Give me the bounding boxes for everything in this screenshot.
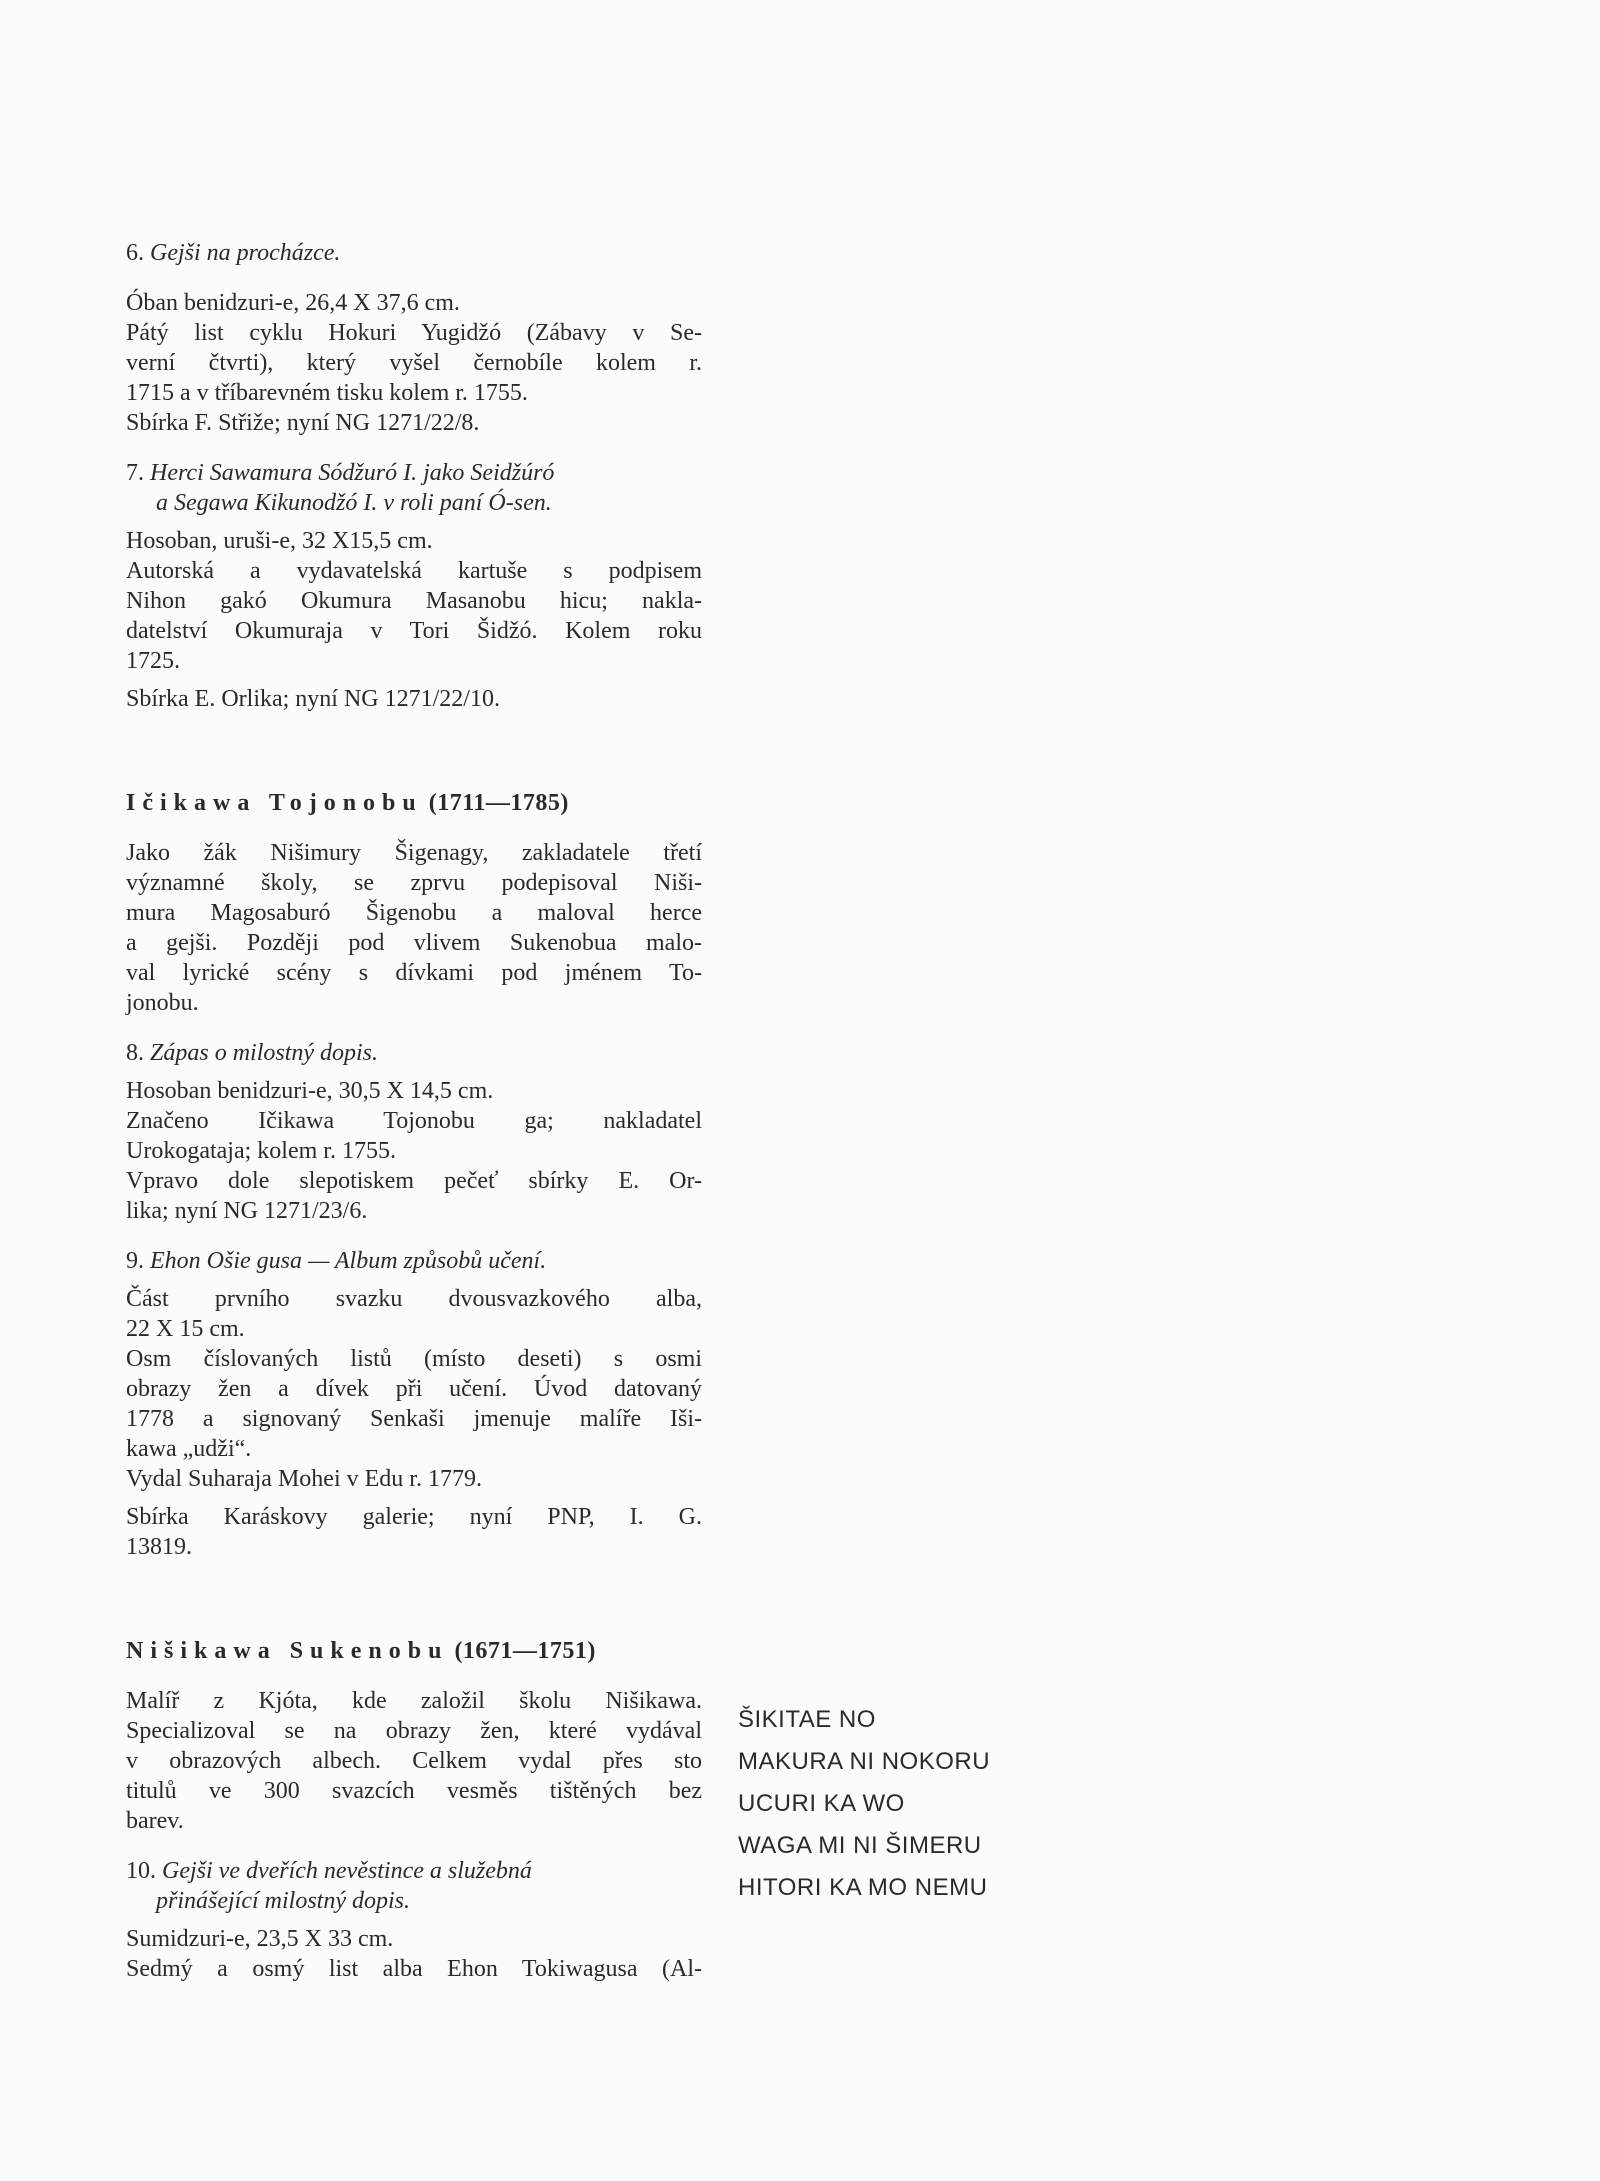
entry-6-line: Óban benidzuri-e, 26,4 X 37,6 cm. bbox=[126, 290, 460, 316]
entry-9-line: 1778 a signovaný Senkaši jmenuje malíře Iši- bbox=[126, 1406, 702, 1432]
entry-7-line: datelství Okumuraja v Tori Šidžó. Kolem roku bbox=[126, 618, 702, 644]
entry-8-line: Hosoban benidzuri-e, 30,5 X 14,5 cm. bbox=[126, 1078, 494, 1104]
entry-9-line: obrazy žen a dívek při učení. Úvod datovaný bbox=[126, 1376, 702, 1402]
artist-bio-line: a gejši. Později pod vlivem Sukenobua malo- bbox=[126, 930, 702, 956]
artist-bio-line: jonobu. bbox=[126, 990, 199, 1016]
entry-6-number: 6. bbox=[126, 240, 144, 266]
poem bbox=[738, 1699, 1068, 1909]
artist-years: (1711—1785) bbox=[428, 790, 569, 816]
entry-9-line: Vydal Suharaja Mohei v Edu r. 1779. bbox=[126, 1466, 482, 1492]
artist-bio-line: významné školy, se zprvu podepisoval Niši- bbox=[126, 870, 702, 896]
entry-7-line: Nihon gakó Okumura Masanobu hicu; nakla- bbox=[126, 588, 702, 614]
entry-10-line: Sedmý a osmý list alba Ehon Tokiwagusa (Al- bbox=[126, 1956, 702, 1982]
entry-7-title-text: Herci Sawamura Sódžuró I. jako Seidžúró bbox=[150, 460, 555, 486]
entry-10-number: 10. bbox=[126, 1858, 156, 1884]
artist-heading bbox=[126, 788, 702, 818]
entry-10-title-text: Gejši ve dveřích nevěstince a služebná bbox=[162, 1858, 532, 1884]
entry-9-collection: Sbírka Karáskovy galerie; nyní PNP, I. G. bbox=[126, 1504, 702, 1530]
artist-bio-line: v obrazových albech. Celkem vydal přes sto bbox=[126, 1748, 702, 1774]
entry-6-title bbox=[126, 238, 702, 268]
entry-6-line: verní čtvrti), který vyšel černobíle kolem r. bbox=[126, 350, 702, 376]
entry-7-line: Autorská a vydavatelská kartuše s podpisem bbox=[126, 558, 702, 584]
entry-7-number: 7. bbox=[126, 460, 144, 486]
entry-9-title-text: Ehon Ošie gusa — Album způsobů učení. bbox=[150, 1248, 547, 1274]
artist-bio-line: Specializoval se na obrazy žen, které vydával bbox=[126, 1718, 702, 1744]
artist-years: (1671—1751) bbox=[454, 1638, 596, 1664]
entry-7-title bbox=[126, 458, 702, 488]
entry-9-line: Osm číslovaných listů (místo deseti) s osmi bbox=[126, 1346, 702, 1372]
text-column bbox=[126, 238, 702, 1984]
entry-6-line: 1715 a v tříbarevném tisku kolem r. 1755. bbox=[126, 380, 528, 406]
poem-line: WAGA MI NI ŠIMERU bbox=[738, 1832, 982, 1859]
entry-8-line: Vpravo dole slepotiskem pečeť sbírky E. Or- bbox=[126, 1168, 702, 1194]
entry-10-title-continued: přinášející milostný dopis. bbox=[156, 1888, 410, 1914]
artist-name: Nišikawa Sukenobu bbox=[126, 1638, 449, 1664]
artist-bio-line: mura Magosaburó Šigenobu a maloval herce bbox=[126, 900, 702, 926]
entry-9-line: kawa „udži“. bbox=[126, 1436, 252, 1462]
entry-9-line: Část prvního svazku dvousvazkového alba, bbox=[126, 1286, 702, 1312]
entry-8-title-text: Zápas o milostný dopis. bbox=[150, 1040, 379, 1066]
entry-9-line: 22 X 15 cm. bbox=[126, 1316, 245, 1342]
poem-line: MAKURA NI NOKORU bbox=[738, 1748, 991, 1775]
entry-8-title bbox=[126, 1038, 702, 1068]
poem-line: UCURI KA WO bbox=[738, 1790, 905, 1817]
artist-heading bbox=[126, 1636, 702, 1666]
entry-8-line: Urokogataja; kolem r. 1755. bbox=[126, 1138, 396, 1164]
entry-7-format: Hosoban, uruši-e, 32 X15,5 cm. bbox=[126, 528, 433, 554]
poem-line: ŠIKITAE NO bbox=[738, 1706, 876, 1733]
entry-7-collection: Sbírka E. Orlika; nyní NG 1271/22/10. bbox=[126, 686, 500, 712]
entry-6-line: Sbírka F. Střiže; nyní NG 1271/22/8. bbox=[126, 410, 480, 436]
entry-10-title bbox=[126, 1856, 702, 1886]
artist-bio-line: val lyrické scény s dívkami pod jménem To- bbox=[126, 960, 702, 986]
entry-8-line: Značeno Ičikawa Tojonobu ga; nakladatel bbox=[126, 1108, 702, 1134]
artist-name: Ičikawa Tojonobu bbox=[126, 790, 423, 816]
entry-9-number: 9. bbox=[126, 1248, 144, 1274]
artist-bio-line: titulů ve 300 svazcích vesměs tištěných bez bbox=[126, 1778, 702, 1804]
artist-bio-line: Malíř z Kjóta, kde založil školu Nišikawa. bbox=[126, 1688, 702, 1714]
entry-6-title-text: Gejši na procházce. bbox=[150, 240, 341, 266]
artist-bio-line: barev. bbox=[126, 1808, 184, 1834]
entry-7-line: 1725. bbox=[126, 648, 180, 674]
entry-7-title-continued: a Segawa Kikunodžó I. v roli paní Ó-sen. bbox=[156, 490, 552, 516]
entry-9-collection: 13819. bbox=[126, 1534, 192, 1560]
poem-line: HITORI KA MO NEMU bbox=[738, 1874, 988, 1901]
entry-10-line: Sumidzuri-e, 23,5 X 33 cm. bbox=[126, 1926, 394, 1952]
entry-8-number: 8. bbox=[126, 1040, 144, 1066]
entry-6-line: Pátý list cyklu Hokuri Yugidžó (Zábavy v Se- bbox=[126, 320, 702, 346]
entry-9-title bbox=[126, 1246, 702, 1276]
artist-bio-line: Jako žák Nišimury Šigenagy, zakladatele třetí bbox=[126, 840, 702, 866]
entry-8-line: lika; nyní NG 1271/23/6. bbox=[126, 1198, 368, 1224]
